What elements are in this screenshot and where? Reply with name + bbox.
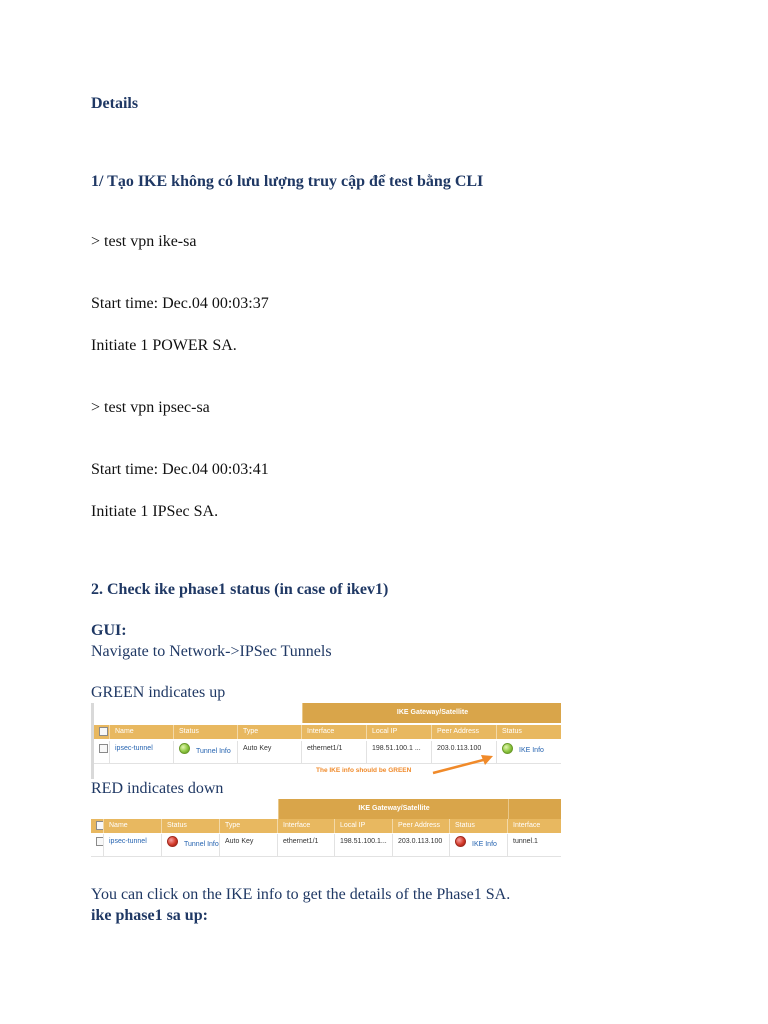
local-ip-cell: 198.51.100.1 ...: [367, 741, 432, 763]
tunnel-info-link[interactable]: Tunnel Info: [196, 748, 231, 755]
green-status-screenshot: [91, 703, 561, 779]
tunnel-info-link[interactable]: Tunnel Info: [184, 841, 219, 848]
tunnel-interface-cell: tunnel.1: [513, 838, 538, 845]
row-checkbox[interactable]: [96, 837, 104, 846]
select-all-checkbox[interactable]: [99, 727, 108, 736]
tunnel-name-link[interactable]: ipsec-tunnel: [110, 741, 174, 763]
local-ip-cell: 198.51.100.1...: [335, 834, 393, 856]
red-ike-status-icon: [455, 836, 466, 847]
red-status-screenshot: [91, 799, 561, 863]
row-select[interactable]: [94, 741, 110, 763]
green-ike-status-icon: [502, 743, 513, 754]
section-1-title: 1/ Tạo IKE không có lưu lượng truy cập để test bằng CLI: [91, 173, 484, 190]
interface-cell: ethernet1/1: [302, 741, 367, 763]
header-status: Status: [174, 725, 238, 739]
table-header: [94, 725, 561, 739]
header-select[interactable]: [91, 819, 104, 833]
tunnel-status-cell[interactable]: [174, 741, 238, 763]
tunnel-status-cell[interactable]: [162, 834, 220, 856]
peer-address-cell: 203.0.113.100: [393, 834, 450, 856]
header-local-ip: Local IP: [335, 819, 393, 833]
header-interface: Interface: [302, 725, 367, 739]
cli-output-result-1: Initiate 1 POWER SA.: [91, 337, 237, 354]
annotation-text: The IKE info should be GREEN: [316, 767, 412, 774]
header-ike-status: Status: [502, 728, 522, 735]
select-all-checkbox[interactable]: [96, 821, 104, 830]
ike-info-link[interactable]: IKE Info: [519, 747, 544, 754]
ike-status-cell[interactable]: [450, 834, 508, 856]
row-checkbox[interactable]: [99, 744, 108, 753]
header-peer-address: Peer Address: [393, 819, 450, 833]
header-status: Status: [162, 819, 220, 833]
band-spacer: [508, 799, 561, 819]
cli-command-ike: > test vpn ike-sa: [91, 233, 197, 250]
red-status-icon: [167, 836, 178, 847]
green-status-icon: [179, 743, 190, 754]
tunnel-name-link[interactable]: ipsec-tunnel: [104, 834, 162, 856]
section-2-title: 2. Check ike phase1 status (in case of ikev1): [91, 581, 389, 598]
peer-address-cell: 203.0.113.100: [432, 741, 497, 763]
table-header: [91, 819, 561, 833]
page-heading: Details: [91, 95, 139, 112]
cli-output-start-time-1: Start time: Dec.04 00:03:37: [91, 295, 269, 312]
header-type: Type: [238, 725, 302, 739]
click-info-instruction: You can click on the IKE info to get the details of the Phase1 SA.: [91, 886, 511, 903]
ike-info-link[interactable]: IKE Info: [472, 841, 497, 848]
ike-gateway-band: IKE Gateway/Satellite: [278, 799, 509, 819]
header-name: Name: [110, 725, 174, 739]
header-tunnel-interface: Interface: [513, 822, 541, 829]
green-label: GREEN indicates up: [91, 684, 226, 701]
orange-arrow-icon: [429, 751, 499, 777]
ike-gateway-band: IKE Gateway/Satellite: [302, 703, 561, 723]
header-type: Type: [220, 819, 278, 833]
gui-label: GUI:: [91, 622, 127, 639]
phase1-sa-up-label: ike phase1 sa up:: [91, 907, 208, 924]
header-name: Name: [104, 819, 162, 833]
cli-command-ipsec: > test vpn ipsec-sa: [91, 399, 210, 416]
header-select[interactable]: [94, 725, 110, 739]
type-cell: Auto Key: [238, 741, 302, 763]
header-ike-status: Status: [450, 819, 508, 833]
header-peer-address: Peer Address: [432, 725, 497, 739]
cli-output-result-2: Initiate 1 IPSec SA.: [91, 503, 219, 520]
table-row: [91, 834, 561, 857]
ike-status-cell[interactable]: [497, 741, 561, 763]
type-cell: Auto Key: [220, 834, 278, 856]
interface-cell: ethernet1/1: [278, 834, 335, 856]
header-local-ip: Local IP: [367, 725, 432, 739]
header-interface: Interface: [278, 819, 335, 833]
row-select[interactable]: [91, 834, 104, 856]
cli-output-start-time-2: Start time: Dec.04 00:03:41: [91, 461, 269, 478]
red-label: RED indicates down: [91, 780, 224, 797]
navigate-instruction: Navigate to Network->IPSec Tunnels: [91, 643, 332, 660]
